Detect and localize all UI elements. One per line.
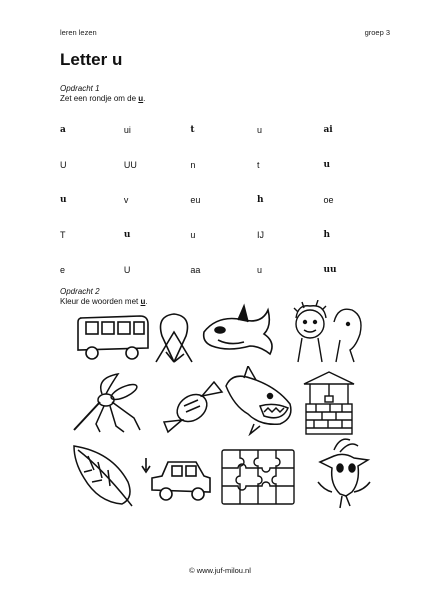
grid-letter[interactable]: U xyxy=(123,264,131,275)
grid-letter[interactable]: h xyxy=(323,229,331,240)
header-left: leren lezen xyxy=(60,28,97,37)
ribbon-drawing[interactable] xyxy=(148,308,200,366)
grid-letter[interactable]: IJ xyxy=(256,229,264,240)
grid-letter[interactable]: uu xyxy=(323,264,337,275)
page-title: Letter u xyxy=(60,50,123,69)
orca-drawing[interactable] xyxy=(198,302,278,364)
grid-letter[interactable]: T xyxy=(60,229,66,240)
grid-letter[interactable]: U xyxy=(60,159,67,170)
goat-drawing[interactable] xyxy=(310,436,376,510)
exercise1-letter: u xyxy=(138,94,144,103)
grid-letter[interactable]: aa xyxy=(190,264,201,275)
footer-copyright: © www.juf-milou.nl xyxy=(189,566,251,575)
exercise2-label: Opdracht 2 xyxy=(60,287,100,296)
exercise1-instruction: Zet een rondje om de u. xyxy=(60,94,146,103)
car-drawing[interactable] xyxy=(138,450,216,508)
grid-row xyxy=(60,217,390,252)
grid-letter[interactable]: v xyxy=(123,194,129,205)
puzzle-drawing[interactable] xyxy=(218,446,298,508)
grid-letter[interactable]: a xyxy=(60,124,66,135)
grid-letter[interactable]: u xyxy=(123,229,131,240)
grid-letter[interactable]: u xyxy=(256,264,262,275)
well-drawing[interactable] xyxy=(300,368,358,438)
grid-row xyxy=(60,182,390,217)
grid-row xyxy=(60,112,390,147)
grid-letter[interactable]: oe xyxy=(323,194,334,205)
grid-letter[interactable]: n xyxy=(190,159,196,170)
grid-letter[interactable]: t xyxy=(256,159,260,170)
grid-letter[interactable]: h xyxy=(256,194,264,205)
grid-letter[interactable]: u xyxy=(190,229,196,240)
grid-row xyxy=(60,147,390,182)
grid-letter[interactable]: u xyxy=(323,159,331,170)
header-right: groep 3 xyxy=(364,28,390,37)
grid-letter[interactable]: t xyxy=(190,124,195,135)
grid-letter[interactable]: eu xyxy=(190,194,201,205)
people-drawing[interactable] xyxy=(288,300,368,366)
exercise1-label: Opdracht 1 xyxy=(60,84,100,93)
grid-letter[interactable]: ui xyxy=(123,124,131,135)
exercise2-letter: u xyxy=(140,297,146,306)
grid-letter[interactable]: e xyxy=(60,264,66,275)
letter-grid xyxy=(60,112,390,287)
picture-area xyxy=(60,300,390,520)
bus-drawing[interactable] xyxy=(74,310,152,362)
grid-row xyxy=(60,252,390,287)
grid-letter[interactable]: UU xyxy=(123,159,137,170)
mosquito-drawing[interactable] xyxy=(66,372,150,438)
shark-drawing[interactable] xyxy=(220,366,300,436)
exercise2-instruction: Kleur de woorden met u. xyxy=(60,297,148,306)
feather-drawing[interactable] xyxy=(68,442,138,508)
candy-drawing[interactable] xyxy=(160,378,226,436)
grid-letter[interactable]: u xyxy=(60,194,67,205)
grid-letter[interactable]: u xyxy=(256,124,262,135)
grid-letter[interactable]: ai xyxy=(323,124,333,135)
